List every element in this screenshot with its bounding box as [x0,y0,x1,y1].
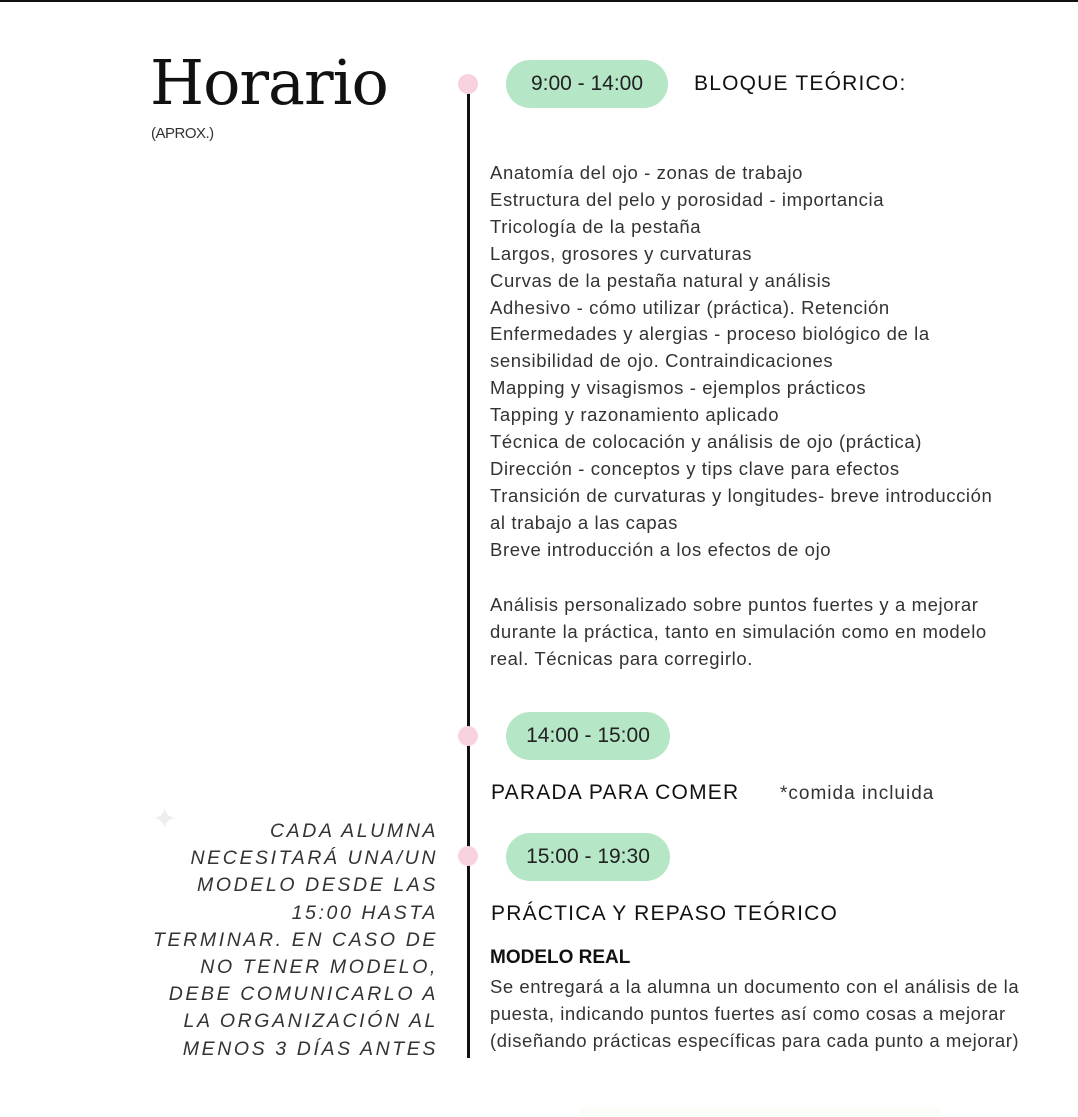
analysis-paragraph [490,591,1050,672]
note-line: CADA ALUMNA [269,820,438,842]
block-heading-3: PRÁCTICA Y REPASO TEÓRICO [491,902,839,925]
sparkle-star-icon: ✦ [152,802,178,837]
description-line: (diseñando prácticas específicas para cada punto a mejorar) [490,1030,1020,1051]
note-line: 15:00 HASTA [291,901,438,924]
list-item: Estructura del pelo y porosidad - importancia [490,188,885,210]
list-item: Mapping y visagismos - ejemplos prácticos [490,377,867,399]
note-line: TERMINAR. EN CASO DE [153,928,438,951]
list-item: Largos, grosores y curvaturas [490,242,753,264]
bottom-decoration [580,1108,940,1117]
model-subheading: MODELO REAL [490,947,631,968]
note-line: MENOS 3 DÍAS ANTES [182,1037,438,1060]
list-item: Curvas de la pestaña natural y análisis [490,269,832,291]
list-item: sensibilidad de ojo. Contraindicaciones [490,350,834,372]
list-item: Tricología de la pestaña [490,215,702,237]
time-badge-1: 9:00 - 14:00 [506,60,668,108]
paragraph-line: Análisis personalizado sobre puntos fuertes y a mejorar [490,594,979,615]
timeline-line [467,92,470,1058]
timeline-dot-1 [458,74,478,94]
note-line: NECESITARÁ UNA/UN [190,847,438,870]
list-item: Dirección - conceptos y tips clave para efectos [490,457,900,479]
description-line: puesta, indicando puntos fuertes así como cosas a mejorar [490,1003,1006,1024]
list-item: al trabajo a las capas [490,511,679,533]
timeline-dot-2 [458,726,478,746]
model-description [490,973,1078,1054]
list-item: Adhesivo - cómo utilizar (práctica). Retención [490,296,890,318]
time-badge-2: 14:00 - 15:00 [506,712,670,760]
timeline-dot-3 [458,846,478,866]
note-line: NO TENER MODELO, [200,956,438,979]
list-item: Transición de curvaturas y longitudes- breve introducción [490,484,993,506]
note-line: LA ORGANIZACIÓN AL [183,1010,438,1033]
topic-list [490,160,1050,564]
list-item: Técnica de colocación y análisis de ojo (práctica) [490,431,923,453]
top-border [0,0,1078,2]
list-item: Enfermedades y alergias - proceso biológico de la [490,323,930,345]
block-heading-2: PARADA PARA COMER [491,781,740,804]
list-item: Tapping y razonamiento aplicado [490,404,780,426]
note-line: MODELO DESDE LAS [197,874,438,897]
time-badge-3: 15:00 - 19:30 [506,833,670,881]
list-item: Breve introducción a los efectos de ojo [490,538,832,560]
page-subtitle: (APROX.) [151,125,214,142]
page-title: Horario [150,46,388,119]
list-item: Anatomía del ojo - zonas de trabajo [490,162,804,183]
description-line: Se entregará a la alumna un documento con el análisis de la [490,976,1020,997]
paragraph-line: real. Técnicas para corregirlo. [490,648,753,669]
block-heading-1: BLOQUE TEÓRICO: [694,72,907,95]
paragraph-line: durante la práctica, tanto en simulación como en modelo [490,621,987,642]
note-line: DEBE COMUNICARLO A [168,983,438,1006]
model-requirement-note [153,818,438,1063]
lunch-note: *comida incluida [780,783,935,804]
